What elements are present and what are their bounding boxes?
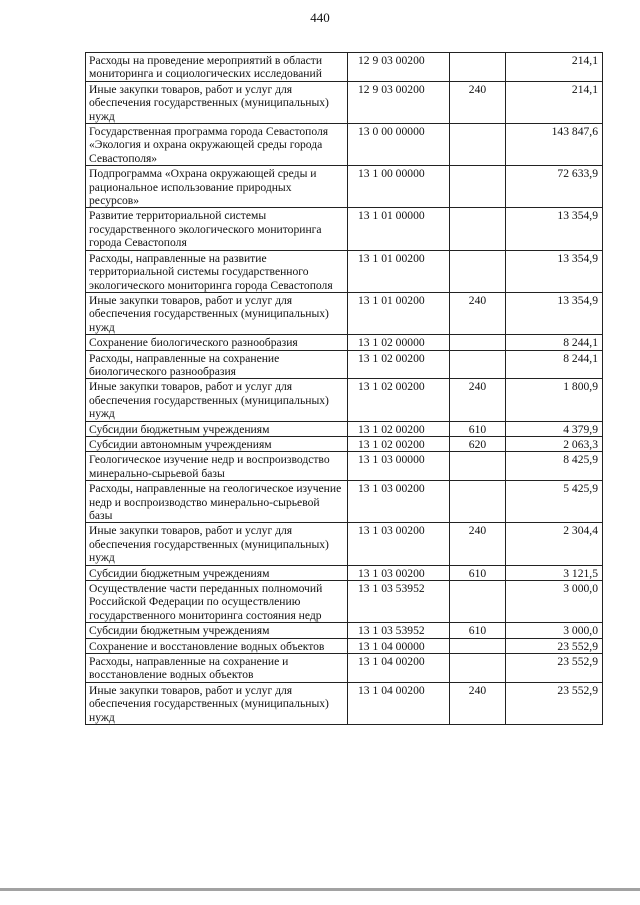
row-name: Развитие территориальной системы государственного экологического мониторинга города Севастополя [86, 208, 348, 250]
table-row [86, 452, 603, 481]
row-name: Иные закупки товаров, работ и услуг для обеспечения государственных (муниципальных) нужд [86, 292, 348, 334]
row-code: 13 1 02 00000 [348, 335, 450, 350]
row-amount: 3 000,0 [506, 581, 603, 623]
row-amount: 72 633,9 [506, 166, 603, 208]
row-type [450, 250, 506, 292]
scan-edge-line [0, 888, 640, 891]
row-code: 13 1 01 00200 [348, 250, 450, 292]
row-code: 13 1 02 00200 [348, 350, 450, 379]
table-row [86, 335, 603, 350]
row-name: Иные закупки товаров, работ и услуг для обеспечения государственных (муниципальных) нужд [86, 81, 348, 123]
row-type: 240 [450, 379, 506, 421]
row-code: 13 1 00 00000 [348, 166, 450, 208]
table-row [86, 350, 603, 379]
row-code: 13 1 03 00000 [348, 452, 450, 481]
row-name: Субсидии бюджетным учреждениям [86, 565, 348, 580]
row-code: 13 1 04 00200 [348, 654, 450, 683]
row-name: Подпрограмма «Охрана окружающей среды и рациональное использование природных ресурсов» [86, 166, 348, 208]
row-code: 13 1 03 53952 [348, 623, 450, 638]
row-type [450, 53, 506, 82]
table-row [86, 124, 603, 166]
table-row [86, 53, 603, 82]
row-type: 620 [450, 436, 506, 451]
row-name: Расходы, направленные на сохранение и восстановление водных объектов [86, 654, 348, 683]
row-amount: 13 354,9 [506, 292, 603, 334]
row-amount: 13 354,9 [506, 208, 603, 250]
table-row [86, 436, 603, 451]
row-amount: 214,1 [506, 81, 603, 123]
table-row [86, 481, 603, 523]
row-amount: 214,1 [506, 53, 603, 82]
row-code: 13 1 02 00200 [348, 379, 450, 421]
row-type: 610 [450, 623, 506, 638]
row-name: Государственная программа города Севастополя «Экология и охрана окружающей среды города Севастополя» [86, 124, 348, 166]
table-row [86, 421, 603, 436]
table-row [86, 682, 603, 724]
table-row [86, 208, 603, 250]
row-type [450, 654, 506, 683]
table-row [86, 654, 603, 683]
row-type: 610 [450, 421, 506, 436]
table-row [86, 250, 603, 292]
table-row [86, 523, 603, 565]
row-code: 13 1 03 00200 [348, 565, 450, 580]
table-row [86, 379, 603, 421]
budget-table [85, 52, 603, 725]
row-amount: 3 000,0 [506, 623, 603, 638]
row-name: Расходы, направленные на сохранение биологического разнообразия [86, 350, 348, 379]
row-type: 240 [450, 81, 506, 123]
row-amount: 5 425,9 [506, 481, 603, 523]
row-type: 240 [450, 292, 506, 334]
row-name: Сохранение биологического разнообразия [86, 335, 348, 350]
row-name: Субсидии автономным учреждениям [86, 436, 348, 451]
table-row [86, 81, 603, 123]
row-amount: 2 304,4 [506, 523, 603, 565]
table-row [86, 166, 603, 208]
row-name: Расходы на проведение мероприятий в области мониторинга и социологических исследований [86, 53, 348, 82]
row-type [450, 452, 506, 481]
row-code: 13 1 01 00000 [348, 208, 450, 250]
row-amount: 143 847,6 [506, 124, 603, 166]
row-code: 13 1 01 00200 [348, 292, 450, 334]
row-name: Расходы, направленные на геологическое изучение недр и воспроизводство минерально-сырьевой базы [86, 481, 348, 523]
row-code: 13 1 04 00200 [348, 682, 450, 724]
row-code: 12 9 03 00200 [348, 53, 450, 82]
row-amount: 3 121,5 [506, 565, 603, 580]
table-row [86, 565, 603, 580]
table-row [86, 581, 603, 623]
row-amount: 23 552,9 [506, 638, 603, 653]
row-type [450, 638, 506, 653]
budget-table-body [86, 53, 603, 725]
row-type [450, 481, 506, 523]
row-type: 610 [450, 565, 506, 580]
row-type [450, 350, 506, 379]
row-code: 13 1 02 00200 [348, 421, 450, 436]
page-number: 440 [310, 10, 330, 25]
row-amount: 23 552,9 [506, 654, 603, 683]
row-name: Осуществление части переданных полномочий Российской Федерации по осуществлению государственного мониторинга состояния недр [86, 581, 348, 623]
row-type [450, 335, 506, 350]
row-type [450, 124, 506, 166]
table-row [86, 292, 603, 334]
row-name: Иные закупки товаров, работ и услуг для обеспечения государственных (муниципальных) нужд [86, 682, 348, 724]
row-code: 13 1 04 00000 [348, 638, 450, 653]
row-code: 13 0 00 00000 [348, 124, 450, 166]
row-name: Геологическое изучение недр и воспроизводство минерально-сырьевой базы [86, 452, 348, 481]
row-type [450, 166, 506, 208]
row-amount: 8 425,9 [506, 452, 603, 481]
row-type: 240 [450, 682, 506, 724]
row-type: 240 [450, 523, 506, 565]
row-amount: 1 800,9 [506, 379, 603, 421]
row-name: Сохранение и восстановление водных объектов [86, 638, 348, 653]
table-row [86, 638, 603, 653]
row-type [450, 208, 506, 250]
row-name: Расходы, направленные на развитие территориальной системы государственного экологического мониторинга города Севастополя [86, 250, 348, 292]
row-code: 13 1 03 53952 [348, 581, 450, 623]
row-type [450, 581, 506, 623]
row-amount: 23 552,9 [506, 682, 603, 724]
row-amount: 2 063,3 [506, 436, 603, 451]
row-code: 13 1 03 00200 [348, 523, 450, 565]
row-name: Иные закупки товаров, работ и услуг для обеспечения государственных (муниципальных) нужд [86, 523, 348, 565]
row-code: 13 1 02 00200 [348, 436, 450, 451]
row-name: Субсидии бюджетным учреждениям [86, 421, 348, 436]
row-name: Иные закупки товаров, работ и услуг для обеспечения государственных (муниципальных) нужд [86, 379, 348, 421]
row-amount: 4 379,9 [506, 421, 603, 436]
table-row [86, 623, 603, 638]
row-amount: 8 244,1 [506, 350, 603, 379]
row-code: 12 9 03 00200 [348, 81, 450, 123]
row-name: Субсидии бюджетным учреждениям [86, 623, 348, 638]
row-code: 13 1 03 00200 [348, 481, 450, 523]
row-amount: 8 244,1 [506, 335, 603, 350]
row-amount: 13 354,9 [506, 250, 603, 292]
